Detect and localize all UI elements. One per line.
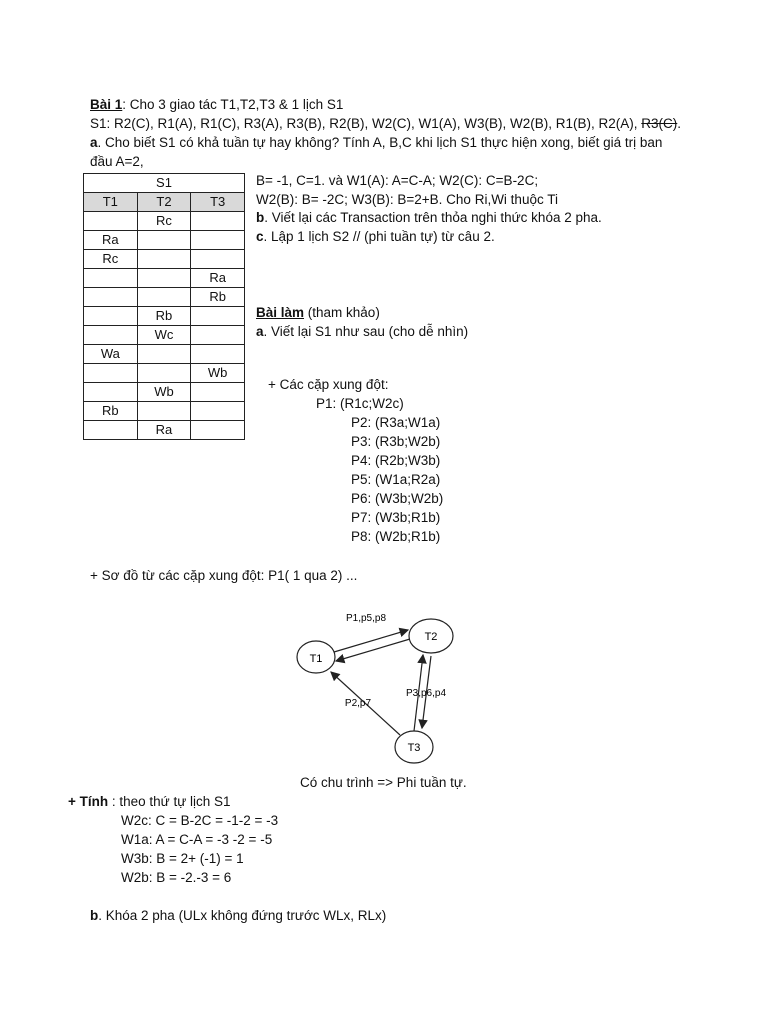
solution-a-line [256, 322, 468, 341]
table-cell [84, 364, 138, 383]
edge-label-t3-t1: P2,p7 [344, 698, 372, 709]
table-row [84, 383, 245, 402]
conflict-item: P6: (W3b;W2b) [351, 491, 444, 506]
question-a-line2: đầu A=2, [90, 154, 144, 169]
table-row [84, 231, 245, 250]
table-row [84, 421, 245, 440]
table-cell: Rc [137, 212, 191, 231]
column-header-t1: T1 [84, 193, 138, 212]
node-label-t1: T1 [309, 653, 323, 665]
table-row [84, 269, 245, 288]
table-row [84, 307, 245, 326]
conflict-item: P3: (R3b;W2b) [351, 434, 441, 449]
table-header-row [84, 193, 245, 212]
graph-intro: + Sơ đồ từ các cặp xung đột: P1( 1 qua 2) ... [90, 568, 358, 583]
conflict-item: P7: (W3b;R1b) [351, 510, 441, 525]
conflicts-title: + Các cặp xung đột: [268, 377, 389, 392]
table-cell: Wc [137, 326, 191, 345]
table-cell: Wb [191, 364, 245, 383]
table-cell [191, 345, 245, 364]
column-header-t2: T2 [137, 193, 191, 212]
column-header-t3: T3 [191, 193, 245, 212]
table-cell [84, 326, 138, 345]
calc-heading [68, 792, 231, 811]
calc-line: W2b: B = -2.-3 = 6 [121, 870, 232, 885]
node-label-t3: T3 [407, 742, 421, 754]
question-c-line [256, 227, 495, 246]
edge-t2-t1 [336, 639, 410, 661]
edge-label-t3-t2: P3,p6,p4 [405, 688, 447, 699]
solution-a-label: a [256, 324, 264, 339]
table-cell [191, 212, 245, 231]
calc-title: : theo thứ tự lịch S1 [108, 794, 231, 809]
table-cell [84, 269, 138, 288]
table-cell [84, 212, 138, 231]
table-cell: Rb [191, 288, 245, 307]
table-cell [191, 402, 245, 421]
question-b-line [256, 208, 602, 227]
table-cell [84, 421, 138, 440]
schedule-s1-line [90, 114, 681, 133]
calc-prefix: + [68, 794, 80, 809]
question-a-line1 [90, 133, 662, 152]
conflict-item: P2: (R3a;W1a) [351, 415, 441, 430]
table-cell [191, 326, 245, 345]
schedule-table [83, 173, 245, 440]
write-ops-line: W2(B): B= -2C; W3(B): B=2+B. Cho Ri,Wi thuộc Ti [256, 192, 558, 207]
table-title: S1 [84, 174, 245, 193]
table-cell: Ra [191, 269, 245, 288]
table-cell [191, 307, 245, 326]
question-a-text: . Cho biết S1 có khả tuần tự hay không? Tính A, B,C khi lịch S1 thực hiện xong, biết giá trị ban [97, 135, 663, 150]
conflict-item: P4: (R2b;W3b) [351, 453, 441, 468]
calc-label: Tính [79, 794, 109, 809]
exercise-heading [90, 95, 343, 114]
table-row [84, 250, 245, 269]
conflict-item: P8: (W2b;R1b) [351, 529, 441, 544]
conflict-item: P1: (R1c;W2c) [316, 396, 404, 411]
table-cell [191, 421, 245, 440]
table-cell [191, 231, 245, 250]
exercise-intro: : Cho 3 giao tác T1,T2,T3 & 1 lịch S1 [122, 97, 344, 112]
precedence-graph [290, 600, 480, 770]
table-cell [137, 364, 191, 383]
table-row [84, 326, 245, 345]
solution-label: Bài làm [256, 305, 305, 320]
table-title-row [84, 174, 245, 193]
table-cell: Wb [137, 383, 191, 402]
table-cell [137, 402, 191, 421]
solution-heading [256, 303, 380, 322]
struck-op: R3(C) [641, 116, 678, 131]
table-cell: Wa [84, 345, 138, 364]
exercise-label: Bài 1 [90, 97, 123, 112]
question-b-label: b [256, 210, 265, 225]
solution-b-label: b [90, 908, 99, 923]
table-cell [84, 288, 138, 307]
solution-note: (tham khảo) [304, 305, 380, 320]
edge-label-t1-t2: P1,p5,p8 [345, 613, 387, 624]
table-cell [84, 307, 138, 326]
table-row [84, 288, 245, 307]
question-c-label: c [256, 229, 264, 244]
table-row [84, 345, 245, 364]
solution-a-text: . Viết lại S1 như sau (cho dễ nhìn) [263, 324, 469, 339]
table-row [84, 364, 245, 383]
question-c-text: . Lập 1 lịch S2 // (phi tuần tự) từ câu 2. [263, 229, 495, 244]
table-cell: Rc [84, 250, 138, 269]
calc-line: W3b: B = 2+ (-1) = 1 [121, 851, 244, 866]
solution-b-line [90, 906, 386, 925]
table-cell [84, 383, 138, 402]
calc-line: W1a: A = C-A = -3 -2 = -5 [121, 832, 273, 847]
question-a-label: a [90, 135, 98, 150]
table-row [84, 212, 245, 231]
table-cell: Rb [84, 402, 138, 421]
calc-line: W2c: C = B-2C = -1-2 = -3 [121, 813, 279, 828]
table-cell [137, 231, 191, 250]
table-cell [137, 288, 191, 307]
solution-b-text: . Khóa 2 pha (ULx không đứng trước WLx, RLx) [98, 908, 387, 923]
table-cell [191, 250, 245, 269]
table-row [84, 402, 245, 421]
table-cell [137, 269, 191, 288]
table-cell [137, 250, 191, 269]
table-cell [137, 345, 191, 364]
conflict-item: P5: (W1a;R2a) [351, 472, 441, 487]
table-cell: Ra [84, 231, 138, 250]
table-cell [191, 383, 245, 402]
cycle-note: Có chu trình => Phi tuần tự. [300, 775, 467, 790]
table-cell: Rb [137, 307, 191, 326]
table-cell: Ra [137, 421, 191, 440]
initial-values-line: B= -1, C=1. và W1(A): A=C-A; W2(C): C=B-2C; [256, 173, 539, 188]
node-label-t2: T2 [424, 631, 438, 643]
question-b-text: . Viết lại các Transaction trên thỏa nghi thức khóa 2 pha. [264, 210, 602, 225]
schedule-s1-end: . [677, 116, 682, 131]
edge-t1-t2 [334, 630, 408, 652]
schedule-s1-ops: S1: R2(C), R1(A), R1(C), R3(A), R3(B), R2(B), W2(C), W1(A), W3(B), W2(B), R1(B), R2(A), [90, 116, 642, 131]
